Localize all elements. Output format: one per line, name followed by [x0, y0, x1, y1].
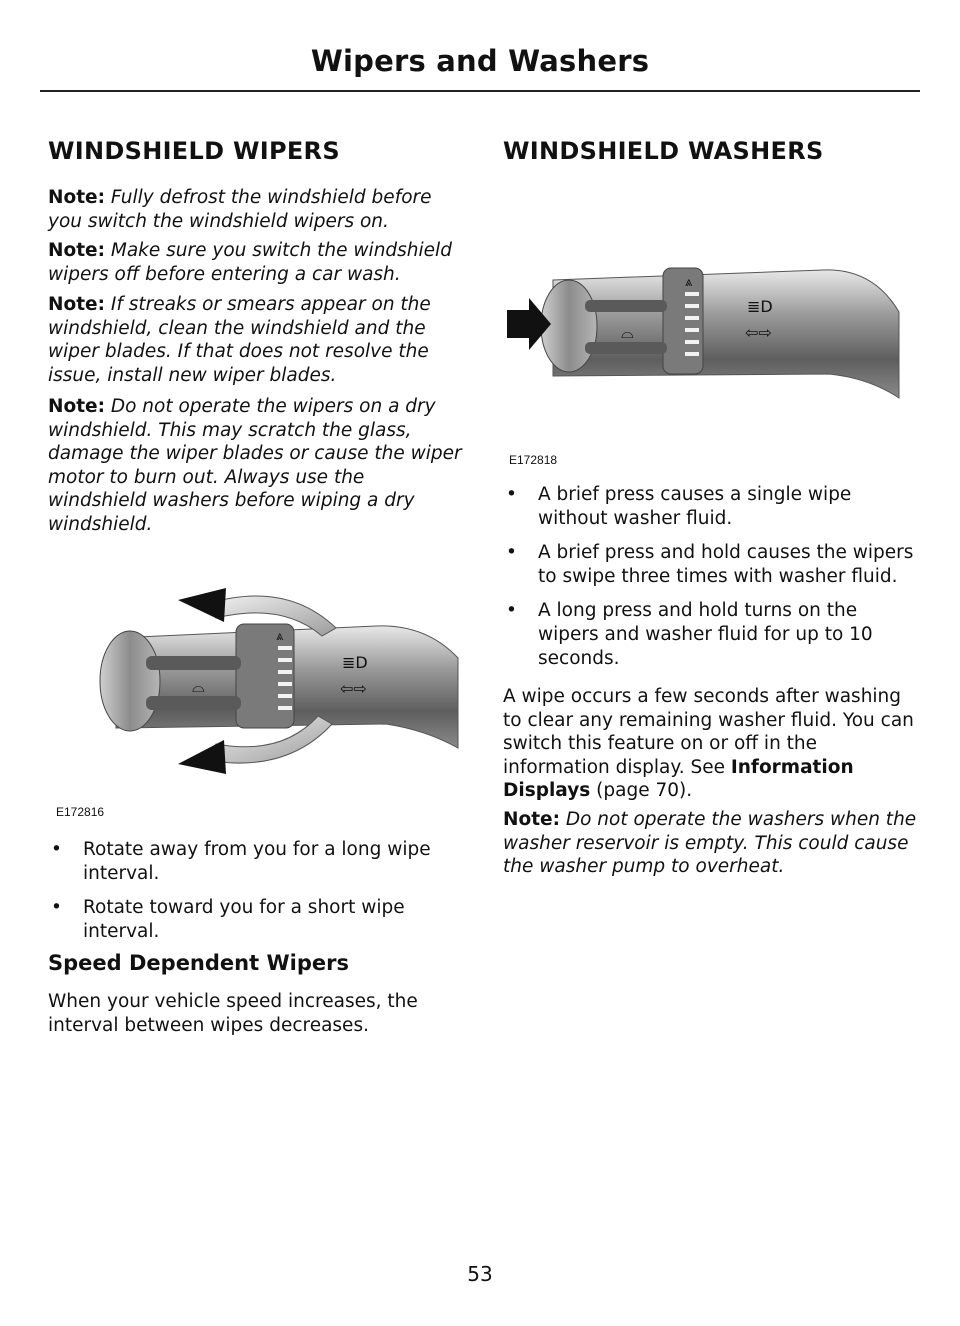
washer-stalk-press-figure: [503, 258, 903, 408]
note-text: If streaks or smears appear on the windshield, clean the windshield and the wiper blades. If that does not resolve the issue, install new wiper blades.: [48, 294, 431, 386]
washer-info-paragraph: A wipe occurs a few seconds after washing to clear any remaining washer fluid. You can switch this feature on or off in the information display. See Information Displays (page 70).: [503, 686, 914, 802]
turn-signal-icon: ⇦⇨: [340, 679, 367, 698]
rotate-toward-arrowhead: [178, 740, 226, 774]
speed-dependent-wipers-heading: Speed Dependent Wipers: [48, 951, 349, 975]
press-bullets: [503, 483, 918, 681]
washer-note: [503, 808, 918, 879]
list-item: • A brief press and hold causes the wipers to swipe three times with washer fluid.: [506, 542, 914, 587]
rotate-away-arrowhead: [178, 588, 226, 622]
note-text: Fully defrost the windshield before you switch the windshield wipers on.: [48, 187, 432, 232]
rotating-band: [236, 624, 294, 728]
header-divider: [40, 90, 920, 92]
note-4: [48, 395, 468, 537]
figure-code-e172818: E172818: [509, 453, 558, 467]
note-label: Note:: [48, 294, 105, 315]
note-label: Note:: [48, 396, 105, 417]
headlamp-icon: ≣D: [747, 297, 773, 316]
turn-signal-icon: ⇦⇨: [745, 323, 772, 342]
note-label: Note:: [48, 187, 105, 208]
note-text: Do not operate the wipers on a dry windshield. This may scratch the glass, damage the wiper blades or cause the wiper motor to burn out. Always use the windshield washers before wiping a dry windshield.: [48, 396, 462, 535]
note-3: [48, 293, 468, 387]
rotation-bullets: [48, 838, 468, 954]
note-2: [48, 239, 468, 286]
list-item: • Rotate away from you for a long wipe interval.: [51, 839, 431, 884]
note-text: Make sure you switch the windshield wipers off before entering a car wash.: [48, 240, 452, 285]
wiper-symbol-icon: ⩓: [276, 629, 284, 644]
page-number: 53: [467, 1262, 493, 1286]
list-item: • A brief press causes a single wipe without washer fluid.: [506, 484, 852, 529]
stalk-end-cap: [100, 631, 160, 731]
wiper-stalk-rotate-figure: [86, 578, 466, 774]
wiper-symbol-icon: ⩓: [685, 275, 693, 290]
windshield-washers-title: WINDSHIELD WASHERS: [503, 137, 824, 165]
note-text: Do not operate the washers when the washer reservoir is empty. This could cause the washer pump to overheat.: [503, 809, 917, 878]
note-label: Note:: [48, 240, 105, 261]
stalk-body: [553, 270, 899, 398]
stalk-end-cap: [541, 280, 597, 372]
rear-wiper-icon: ⌓: [621, 323, 634, 342]
headlamp-icon: ≣D: [342, 653, 368, 672]
rotating-band: [663, 268, 703, 374]
speed-dependent-text: When your vehicle speed increases, the interval between wipes decreases.: [48, 991, 418, 1036]
rear-wiper-icon: ⌓: [192, 677, 205, 696]
list-item: • A long press and hold turns on the wipers and washer fluid for up to 10 seconds.: [506, 600, 873, 669]
list-item: • Rotate toward you for a short wipe interval.: [51, 897, 405, 942]
page-header-title: Wipers and Washers: [310, 44, 650, 78]
note-label: Note:: [503, 809, 560, 830]
windshield-wipers-title: WINDSHIELD WIPERS: [48, 137, 340, 165]
information-displays-link[interactable]: Information Displays: [503, 756, 854, 802]
figure-code-e172816: E172816: [56, 805, 105, 819]
note-1: [48, 186, 468, 233]
